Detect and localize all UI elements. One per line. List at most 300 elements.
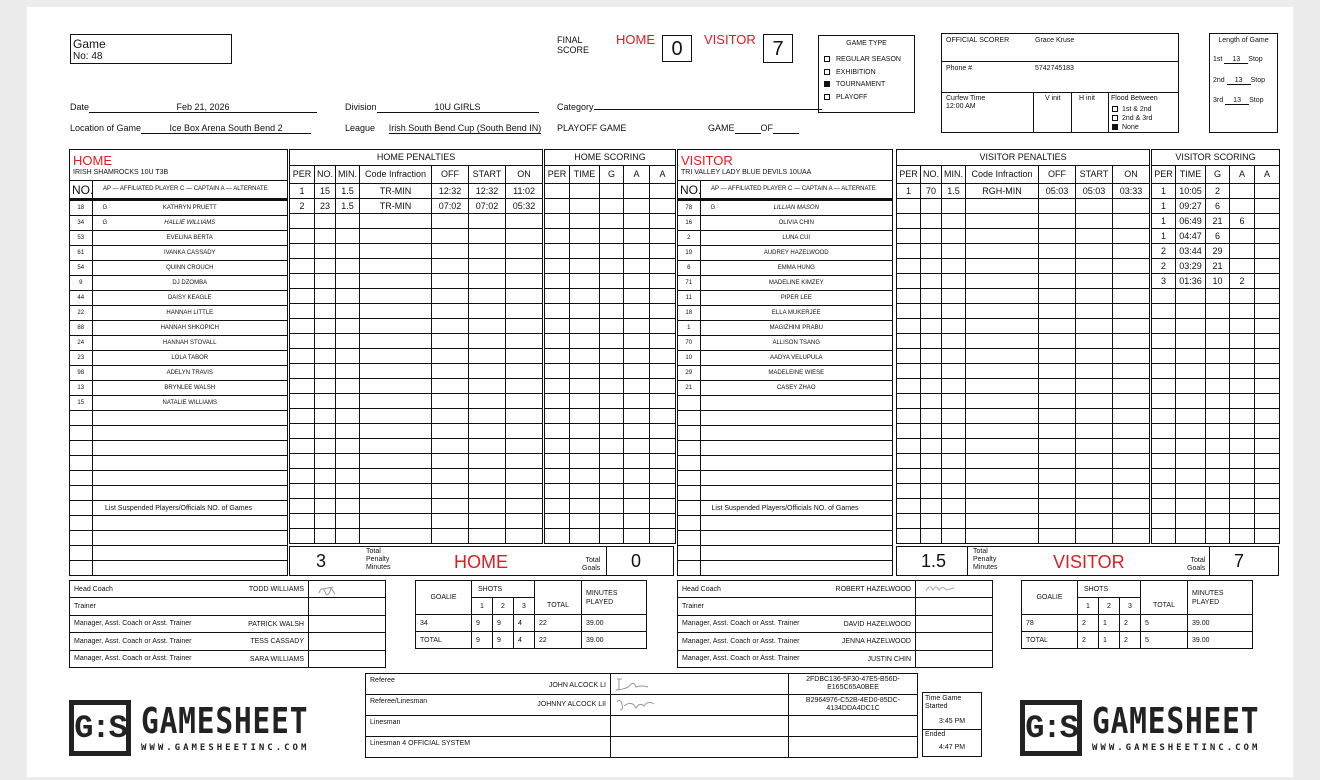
penalty-header: MIN. — [336, 166, 360, 184]
player-name: IVANKA CASSADY — [92, 246, 287, 261]
player-name: MADELINE KIMZEY — [700, 276, 892, 291]
scoring-row — [545, 319, 676, 334]
scoring-row — [1152, 424, 1280, 439]
scoring-row: 3 01:36 10 2 — [1152, 274, 1280, 289]
penalty-row — [290, 334, 543, 349]
penalty-header: NO. — [921, 166, 942, 184]
roster-row — [678, 441, 892, 456]
player-name — [92, 456, 287, 471]
player-number: 16 — [678, 216, 700, 231]
penalty-header: NO. — [315, 166, 336, 184]
penalty-row — [290, 499, 543, 514]
visitor-total-pim: 1.5 — [921, 551, 947, 571]
scoring-row — [545, 394, 676, 409]
time-ended: 4:47 PM — [939, 744, 966, 751]
game-no-label: No: — [73, 51, 89, 62]
scoring-header: A — [1255, 166, 1280, 184]
player-number — [678, 486, 700, 501]
scoring-row — [545, 289, 676, 304]
player-name — [700, 396, 892, 411]
curfew-label: Curfew Time — [946, 95, 986, 102]
player-number — [70, 426, 92, 441]
player-name — [700, 441, 892, 456]
visitor-legend: AP — AFFILIATED PLAYER C — CAPTAIN A — ALTERNATE — [711, 186, 876, 192]
penalty-row — [290, 514, 543, 529]
league-field: League — [345, 123, 376, 133]
flood-option[interactable]: 1st & 2nd — [1112, 105, 1152, 114]
penalty-row — [290, 379, 543, 394]
roster-row — [70, 486, 287, 501]
player-name: MADELEINE WIESE — [700, 366, 892, 381]
player-name: DJ DZOMBA — [92, 276, 287, 291]
goalie-row: 78 2 1 2 5 39.00 — [1022, 615, 1253, 632]
penalty-row — [897, 454, 1150, 469]
home-penalties — [289, 149, 543, 544]
penalty-row — [290, 274, 543, 289]
roster-row — [678, 276, 892, 291]
gamesheet — [27, 7, 1293, 777]
scoring-row — [545, 484, 676, 499]
scoring-row — [545, 199, 676, 214]
penalty-row — [897, 259, 1150, 274]
penalty-header: OFF — [1039, 166, 1076, 184]
player-name — [92, 486, 287, 501]
game-id-2: B2964976-C52B-4ED0-85DC-4134DDA4DC1C — [789, 695, 918, 716]
roster-row — [678, 216, 892, 231]
scoring-header: PER — [1152, 166, 1176, 184]
game-number: 48 — [91, 51, 103, 62]
penalty-row — [290, 424, 543, 439]
player-number: 24 — [70, 336, 92, 351]
player-name: ELLA MUKERJEE — [700, 306, 892, 321]
player-name: EVELINA BERTA — [92, 231, 287, 246]
player-number: 10 — [678, 351, 700, 366]
player-number — [678, 411, 700, 426]
referee-row: Referee JOHN ALCOCK LI 2FDBC136-5F30-47E5-B56D-E165C65A0BEE — [366, 674, 918, 695]
goalie-header: GOALIE — [1022, 581, 1078, 615]
penalty-row — [897, 424, 1150, 439]
visitor-total-pim-label: Total Penalty Minutes — [973, 548, 998, 571]
home-scoring — [544, 149, 676, 544]
final-home-score: 0 — [662, 35, 692, 62]
roster-row — [678, 321, 892, 336]
scoring-row: 1 10:05 2 — [1152, 184, 1280, 199]
penalty-row — [897, 529, 1150, 544]
roster-row — [678, 201, 892, 216]
gamesheet-mark-icon: G:S — [69, 700, 131, 756]
game-type-option[interactable]: REGULAR SEASON — [824, 54, 901, 67]
scoring-header: A — [1230, 166, 1255, 184]
player-number — [70, 456, 92, 471]
time-started: 3:45 PM — [939, 718, 966, 725]
penalty-row — [897, 334, 1150, 349]
roster-row — [70, 471, 287, 486]
game-label: Game — [73, 37, 106, 51]
player-number — [70, 486, 92, 501]
gamesheet-mark-icon: G:S — [1020, 700, 1082, 756]
penalty-row — [897, 289, 1150, 304]
visitor-no-label: NO. — [680, 183, 702, 197]
home-total-goals-label: Total Goals — [582, 557, 601, 572]
roster-row — [678, 336, 892, 351]
scoring-row — [545, 439, 676, 454]
coach-row: Head Coach TODD WILLIAMS — [70, 581, 386, 598]
player-name: AADYA VELUPULA — [700, 351, 892, 366]
goalie-row: TOTAL 2 1 2 5 39.00 — [1022, 632, 1253, 649]
scoring-row — [1152, 439, 1280, 454]
visitor-total-goals-label: Total Goals — [1187, 557, 1206, 572]
penalty-header: START — [469, 166, 506, 184]
player-name — [700, 486, 892, 501]
penalty-row — [897, 499, 1150, 514]
penalty-row — [897, 439, 1150, 454]
penalty-header: PER — [897, 166, 921, 184]
player-name: NATALIE WILLIAMS — [92, 396, 287, 411]
coach-row: Manager, Asst. Coach or Asst. Trainer PATRICK WALSH — [70, 615, 386, 632]
scoring-row: 1 04:47 6 — [1152, 229, 1280, 244]
coach-row: Manager, Asst. Coach or Asst. Trainer JUSTIN CHIN — [678, 650, 993, 667]
roster-row — [70, 411, 287, 426]
visitor-penalties-title: VISITOR PENALTIES — [897, 150, 1150, 166]
penalty-header: Code Infraction — [360, 166, 432, 184]
player-name: BRYNLEE WALSH — [92, 381, 287, 396]
roster-row — [678, 381, 892, 396]
penalty-row — [897, 469, 1150, 484]
coach-row: Manager, Asst. Coach or Asst. Trainer DAVID HAZELWOOD — [678, 615, 993, 632]
home-team-name: IRISH SHAMROCKS 10U T3B — [73, 169, 169, 176]
player-name: G LILLIAN MASON — [700, 201, 892, 216]
game-type-option[interactable]: EXHIBITION — [824, 67, 901, 80]
game-type-title: GAME TYPE — [846, 40, 887, 47]
scoring-row: 2 03:29 21 — [1152, 259, 1280, 274]
official-scorer-name: Grace Kruse — [1035, 37, 1075, 44]
final-home-label: HOME — [616, 32, 655, 47]
suspended-label: List Suspended Players/Officials NO. of Games — [70, 501, 287, 516]
length-title: Length of Game — [1218, 37, 1269, 44]
player-name: ALLISON TSANG — [700, 336, 892, 351]
player-number: 18 — [70, 201, 92, 216]
penalty-row — [897, 409, 1150, 424]
penalty-row — [897, 319, 1150, 334]
player-name — [92, 411, 287, 426]
scoring-row — [545, 364, 676, 379]
player-name: CASEY ZHAO — [700, 381, 892, 396]
penalty-row — [290, 259, 543, 274]
player-name: DAISY KEAGLE — [92, 291, 287, 306]
scoring-row — [1152, 514, 1280, 529]
scoring-row — [545, 244, 676, 259]
gamesheet-logo-right: G:S GAMESHEET WWW.GAMESHEETINC.COM — [1020, 700, 1296, 756]
scoring-row — [545, 514, 676, 529]
player-number: 88 — [70, 321, 92, 336]
game-type-box — [818, 35, 915, 113]
roster-row — [70, 276, 287, 291]
scoring-row — [1152, 289, 1280, 304]
final-visitor-label: VISITOR — [704, 32, 756, 47]
linesman-signature — [614, 696, 658, 714]
player-number: 18 — [678, 306, 700, 321]
penalty-row — [290, 439, 543, 454]
home-scoring-title: HOME SCORING — [545, 150, 676, 166]
roster-row — [678, 426, 892, 441]
penalty-header: Code Infraction — [966, 166, 1039, 184]
player-number: 11 — [678, 291, 700, 306]
scoring-row — [1152, 379, 1280, 394]
player-name: MAGIZHINI PRABU — [700, 321, 892, 336]
roster-row — [70, 351, 287, 366]
checkbox-icon[interactable] — [1112, 124, 1118, 130]
roster-row — [70, 381, 287, 396]
penalty-row — [897, 484, 1150, 499]
flood-option[interactable]: None — [1112, 123, 1152, 132]
game-type-option[interactable]: TOURNAMENT — [824, 79, 901, 92]
checkbox-icon[interactable] — [824, 69, 830, 75]
checkbox-icon[interactable] — [1112, 115, 1118, 121]
checkbox-icon[interactable] — [824, 56, 830, 62]
penalty-row — [290, 454, 543, 469]
penalty-row — [897, 304, 1150, 319]
player-name: G HALLIE WILLIAMS — [92, 216, 287, 231]
scoring-row — [1152, 304, 1280, 319]
game-type-option[interactable]: PLAYOFF — [824, 92, 901, 105]
player-number: 44 — [70, 291, 92, 306]
game-time-box — [922, 692, 982, 757]
penalty-row: 1 70 1.5 RGH-MIN 05:03 05:03 03:33 — [897, 184, 1150, 199]
location-field: Location of Game Ice Box Arena South Bend 2 — [70, 123, 311, 134]
scoring-row — [545, 424, 676, 439]
player-number: 53 — [70, 231, 92, 246]
roster-row — [678, 351, 892, 366]
scoring-header: A — [624, 166, 650, 184]
home-no-label: NO. — [72, 183, 94, 197]
roster-row — [70, 426, 287, 441]
player-name — [92, 441, 287, 456]
roster-row — [70, 306, 287, 321]
referee-row: Linesman — [366, 716, 918, 737]
coach-row: Trainer — [678, 598, 993, 615]
player-name: AUDREY HAZELWOOD — [700, 246, 892, 261]
time-ended-label: Ended — [925, 731, 946, 738]
suspended-label: List Suspended Players/Officials NO. of Games — [678, 501, 892, 516]
curfew-time: 12:00 AM — [946, 103, 976, 110]
penalty-row — [290, 229, 543, 244]
penalty-header: ON — [1113, 166, 1150, 184]
official-scorer-box — [941, 33, 1179, 133]
coach-row: Manager, Asst. Coach or Asst. Trainer JENNA HAZELWOOD — [678, 633, 993, 650]
scoring-row — [1152, 364, 1280, 379]
roster-row — [678, 246, 892, 261]
scoring-row — [545, 499, 676, 514]
penalty-row — [290, 409, 543, 424]
penalty-row — [897, 349, 1150, 364]
scoring-row: 1 09:27 6 — [1152, 199, 1280, 214]
player-name — [92, 471, 287, 486]
roster-row — [678, 261, 892, 276]
penalty-header: PER — [290, 166, 315, 184]
period-length-row: 3rd 13 Stop — [1213, 97, 1264, 104]
penalty-header: START — [1076, 166, 1113, 184]
player-name: HANNAH LITTLE — [92, 306, 287, 321]
game-number-box — [70, 34, 232, 64]
roster-row — [70, 201, 287, 216]
player-number — [678, 441, 700, 456]
player-number: 34 — [70, 216, 92, 231]
player-name: G KATHRYN PRUETT — [92, 201, 287, 216]
roster-row — [678, 396, 892, 411]
checkbox-icon[interactable] — [824, 94, 830, 100]
player-name: HANNAH STOVALL — [92, 336, 287, 351]
penalty-row — [897, 229, 1150, 244]
player-number: 1 — [678, 321, 700, 336]
player-number — [70, 441, 92, 456]
phone-label: Phone # — [946, 65, 973, 72]
player-number: 71 — [678, 276, 700, 291]
player-name: EMMA HUNG — [700, 261, 892, 276]
penalty-row — [290, 289, 543, 304]
roster-row — [70, 216, 287, 231]
player-number: 15 — [70, 396, 92, 411]
penalty-header: MIN. — [942, 166, 966, 184]
penalty-header: OFF — [432, 166, 469, 184]
player-number — [70, 411, 92, 426]
roster-row — [678, 231, 892, 246]
scoring-row — [545, 409, 676, 424]
scoring-row — [545, 229, 676, 244]
penalty-row — [897, 379, 1150, 394]
visitor-penalties — [896, 149, 1150, 544]
visitor-total-goals: 7 — [1234, 551, 1245, 571]
penalty-row — [290, 484, 543, 499]
roster-row — [70, 231, 287, 246]
penalty-row: 1 15 1.5 TR-MIN 12:32 12:32 11:02 — [290, 184, 543, 199]
referee-row: Linesman 4 OFFICIAL SYSTEM — [366, 737, 918, 758]
player-number: 78 — [678, 201, 700, 216]
roster-row — [70, 441, 287, 456]
scoring-row — [1152, 394, 1280, 409]
scoring-row — [1152, 319, 1280, 334]
scoring-row — [545, 349, 676, 364]
visitor-totals-title: VISITOR — [1053, 552, 1125, 572]
scoring-row — [545, 469, 676, 484]
visitor-goalie-table: GOALIE SHOTS MINUTES PLAYED 1 2 3 TOTAL 78 2 1 2 5 39.00 TOTAL 2 1 2 5 39.00 — [1021, 580, 1253, 649]
player-number: 6 — [678, 261, 700, 276]
scoring-row — [545, 214, 676, 229]
penalty-row — [290, 364, 543, 379]
penalty-row: 2 23 1.5 TR-MIN 07:02 07:02 05:32 — [290, 199, 543, 214]
visitor-title: VISITOR — [681, 153, 733, 168]
player-number: 22 — [70, 306, 92, 321]
v-init-label: V init — [1045, 95, 1061, 102]
player-number: 98 — [70, 366, 92, 381]
penalty-row — [897, 274, 1150, 289]
visitor-scoring — [1151, 149, 1280, 544]
penalty-row — [290, 469, 543, 484]
visitor-scoring-title: VISITOR SCORING — [1152, 150, 1280, 166]
penalty-row — [897, 199, 1150, 214]
roster-row — [70, 321, 287, 336]
scoring-row — [1152, 454, 1280, 469]
visitor-coach-signature — [924, 582, 958, 594]
gamesheet-logo-left: G:S GAMESHEET WWW.GAMESHEETINC.COM — [69, 700, 345, 756]
player-name — [700, 426, 892, 441]
player-number — [70, 471, 92, 486]
official-scorer-label: OFFICIAL SCORER — [946, 37, 1010, 44]
visitor-totals — [896, 546, 1279, 576]
visitor-team-name: TRI VALLEY LADY BLUE DEVILS 10UAA — [681, 169, 812, 176]
roster-row — [678, 306, 892, 321]
scoring-header: A — [650, 166, 676, 184]
scoring-header: G — [1206, 166, 1230, 184]
scoring-row — [545, 454, 676, 469]
scoring-row — [545, 334, 676, 349]
player-name: PIPER LEE — [700, 291, 892, 306]
player-name — [700, 411, 892, 426]
coach-row: Manager, Asst. Coach or Asst. Trainer SARA WILLIAMS — [70, 650, 386, 667]
home-totals-title: HOME — [454, 552, 508, 572]
roster-row — [70, 366, 287, 381]
checkbox-icon[interactable] — [1112, 106, 1118, 112]
time-started-label: Time Game Started — [925, 695, 962, 710]
checkbox-icon[interactable] — [824, 81, 830, 87]
penalty-row — [290, 304, 543, 319]
player-name: ADELYN TRAVIS — [92, 366, 287, 381]
roster-row — [70, 336, 287, 351]
penalty-row — [897, 364, 1150, 379]
coach-row: Head Coach ROBERT HAZELWOOD — [678, 581, 993, 598]
player-number: 70 — [678, 336, 700, 351]
penalty-header: ON — [506, 166, 543, 184]
visitor-roster — [677, 149, 893, 576]
goalie-row: TOTAL 9 9 4 22 39.00 — [416, 632, 647, 649]
player-name: HANNAH SHKOPICH — [92, 321, 287, 336]
player-number — [678, 471, 700, 486]
referee-row: Referee/Linesman JOHNNY ALCOCK LII B2964976-C52B-4ED0-85DC-4134DDA4DC1C — [366, 695, 918, 716]
flood-option[interactable]: 2nd & 3rd — [1112, 114, 1152, 123]
period-length-row: 2nd 13 Stop — [1213, 76, 1266, 84]
player-name: LUNA CUI — [700, 231, 892, 246]
h-init-label: H init — [1079, 95, 1095, 102]
player-number — [678, 426, 700, 441]
home-total-pim: 3 — [316, 551, 327, 571]
player-name: OLIVIA CHIN — [700, 216, 892, 231]
date-field: Date Feb 21, 2026 — [70, 102, 317, 113]
player-number — [678, 396, 700, 411]
category-field: Category — [557, 102, 822, 112]
home-title: HOME — [73, 153, 112, 168]
scoring-row — [545, 259, 676, 274]
roster-row — [70, 291, 287, 306]
player-number: 21 — [678, 381, 700, 396]
playoff-game-label: PLAYOFF GAME — [557, 123, 627, 133]
scoring-row — [1152, 469, 1280, 484]
player-number: 2 — [678, 231, 700, 246]
flood-label: Flood Between — [1111, 95, 1158, 102]
roster-row — [70, 396, 287, 411]
roster-row — [70, 261, 287, 276]
scoring-row — [1152, 484, 1280, 499]
coach-row: Manager, Asst. Coach or Asst. Trainer TESS CASSADY — [70, 633, 386, 650]
home-total-goals: 0 — [631, 551, 642, 571]
roster-row — [678, 456, 892, 471]
scoring-row — [1152, 349, 1280, 364]
scoring-row: 1 06:49 21 6 — [1152, 214, 1280, 229]
scoring-row — [1152, 409, 1280, 424]
scoring-header: G — [600, 166, 624, 184]
penalty-row — [897, 514, 1150, 529]
penalty-row — [897, 394, 1150, 409]
player-name — [700, 471, 892, 486]
league-value: Irish South Bend Cup (South Bend IN) — [388, 123, 542, 133]
